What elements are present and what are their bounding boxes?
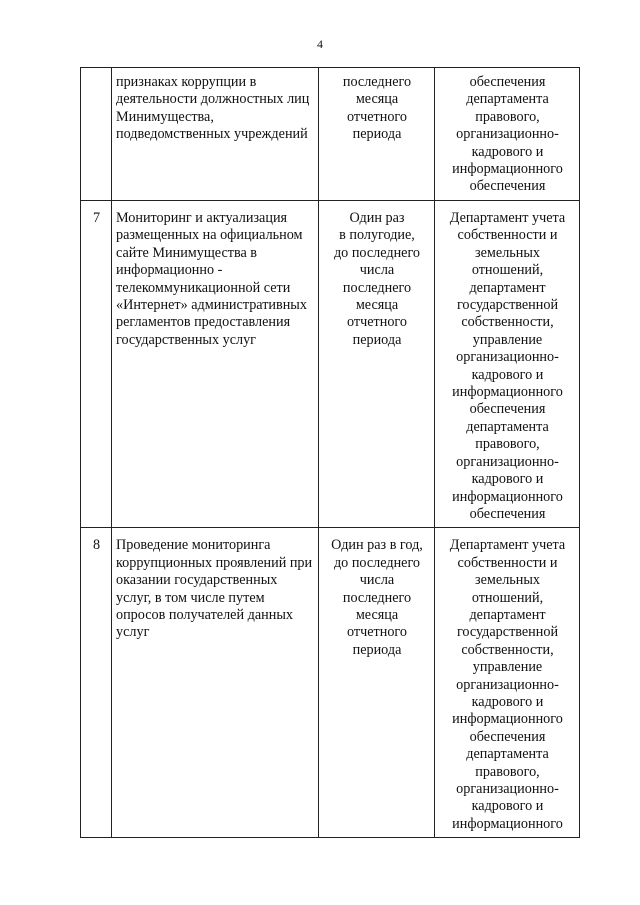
measures-table	[80, 67, 580, 838]
measure-description-line: Проведение мониторинга	[116, 537, 271, 554]
responsible-units-line: департамента	[466, 418, 549, 435]
measure-description	[112, 201, 319, 528]
execution-term-line: числа	[359, 572, 395, 589]
responsible-units	[435, 201, 580, 528]
responsible-units-line: департамента	[466, 91, 549, 108]
responsible-units-line: департамента	[466, 746, 549, 763]
row-number	[81, 68, 112, 201]
responsible-units-line: кадрового и	[471, 143, 544, 160]
responsible-units-line: информационного	[452, 488, 563, 505]
execution-term	[319, 201, 435, 528]
measure-description-line: регламентов предоставления	[116, 314, 291, 331]
measure-description-line: услуг, в том числе путем	[116, 589, 265, 606]
responsible-units-line: кадрового и	[471, 471, 544, 488]
responsible-units-line: земельных	[475, 572, 540, 589]
measure-description-line: деятельности должностных лиц	[116, 91, 310, 108]
measure-description-line: размещенных на официальном	[116, 227, 303, 244]
responsible-units-line: организационно-	[456, 126, 559, 143]
responsible-units-line: управление	[472, 659, 543, 676]
responsible-units-line: организационно-	[456, 349, 559, 366]
responsible-units-line: правового,	[475, 763, 540, 780]
row-number: 7	[81, 201, 112, 528]
measure-description-line: Мониторинг и актуализация	[116, 210, 288, 226]
execution-term-line: в полугодие,	[339, 227, 415, 244]
measure-description	[112, 68, 319, 201]
execution-term-line: до последнего	[333, 244, 421, 261]
execution-term-line: Один раз в год,	[331, 537, 423, 554]
measure-description-line: государственных услуг	[116, 331, 256, 348]
execution-term-line: отчетного	[347, 314, 407, 331]
responsible-units-line: информационного	[452, 161, 563, 178]
responsible-units-line: кадрового и	[471, 366, 544, 383]
execution-term	[319, 68, 435, 201]
responsible-units-line: собственности,	[461, 641, 554, 658]
responsible-units-line: обеспечения	[469, 401, 546, 418]
measure-description-line: Минимущества,	[116, 108, 214, 125]
execution-term-line: месяца	[355, 606, 399, 623]
responsible-units-line: департамент	[469, 279, 546, 296]
execution-term-line: месяца	[355, 297, 399, 314]
execution-term-line: периода	[352, 126, 402, 143]
measure-description-line: «Интернет» административных	[116, 297, 307, 314]
execution-term-line: месяца	[355, 91, 399, 108]
measure-description-line: опросов получателей данных	[116, 606, 293, 623]
responsible-units-line: кадрового и	[471, 798, 544, 815]
measure-description-line: признаках коррупции в	[116, 74, 257, 90]
responsible-units-line: управление	[472, 331, 543, 348]
execution-term-line: периода	[352, 331, 402, 348]
table-row	[81, 201, 580, 528]
responsible-units-line: государственной	[456, 297, 559, 314]
measure-description-line: подведомственных учреждений	[116, 126, 308, 143]
measure-description	[112, 528, 319, 838]
row-number: 8	[81, 528, 112, 838]
execution-term-line: Один раз	[349, 210, 405, 226]
responsible-units-line: информационного	[452, 384, 563, 401]
responsible-units-line: собственности и	[457, 227, 558, 244]
measure-description-line: оказании государственных	[116, 572, 278, 589]
measure-description-line: коррупционных проявлений при	[116, 554, 313, 571]
responsible-units-line: обеспечения	[469, 178, 546, 195]
responsible-units-line: Департамент учета	[449, 210, 566, 226]
responsible-units-line: организационно-	[456, 453, 559, 470]
execution-term-line: последнего	[342, 74, 412, 90]
measure-description-line: телекоммуникационной сети	[116, 279, 291, 296]
execution-term-line: последнего	[342, 589, 412, 606]
responsible-units-line: обеспечения	[469, 728, 546, 745]
page-number: 4	[317, 37, 323, 51]
measure-description-line: услуг	[116, 624, 150, 641]
responsible-units-line: отношений,	[471, 262, 544, 279]
table-row	[81, 68, 580, 201]
execution-term-line: периода	[352, 641, 402, 658]
responsible-units-line: организационно-	[456, 676, 559, 693]
table-row	[81, 528, 580, 838]
responsible-units-line: государственной	[456, 624, 559, 641]
execution-term-line: числа	[359, 262, 395, 279]
responsible-units-line: правового,	[475, 436, 540, 453]
responsible-units-line: организационно-	[456, 781, 559, 797]
responsible-units-line: обеспечения	[469, 74, 546, 90]
responsible-units	[435, 68, 580, 201]
responsible-units-line: Департамент учета	[449, 537, 566, 554]
responsible-units-line: собственности и	[457, 554, 558, 571]
responsible-units-line: информационного	[452, 711, 563, 728]
measure-description-line: сайте Минимущества в	[116, 244, 257, 261]
responsible-units-line: правового,	[475, 108, 540, 125]
execution-term-line: отчетного	[347, 624, 407, 641]
responsible-units-line: департамент	[469, 606, 546, 623]
execution-term	[319, 528, 435, 838]
responsible-units-line: информационного	[452, 815, 563, 832]
execution-term-line: отчетного	[347, 108, 407, 125]
responsible-units-line: обеспечения	[469, 505, 546, 522]
responsible-units-line: отношений,	[471, 589, 544, 606]
responsible-units	[435, 528, 580, 838]
execution-term-line: до последнего	[333, 554, 421, 571]
execution-term-line: последнего	[342, 279, 412, 296]
responsible-units-line: собственности,	[461, 314, 554, 331]
responsible-units-line: кадрового и	[471, 693, 544, 710]
responsible-units-line: земельных	[475, 244, 540, 261]
measure-description-line: информационно -	[116, 262, 223, 279]
